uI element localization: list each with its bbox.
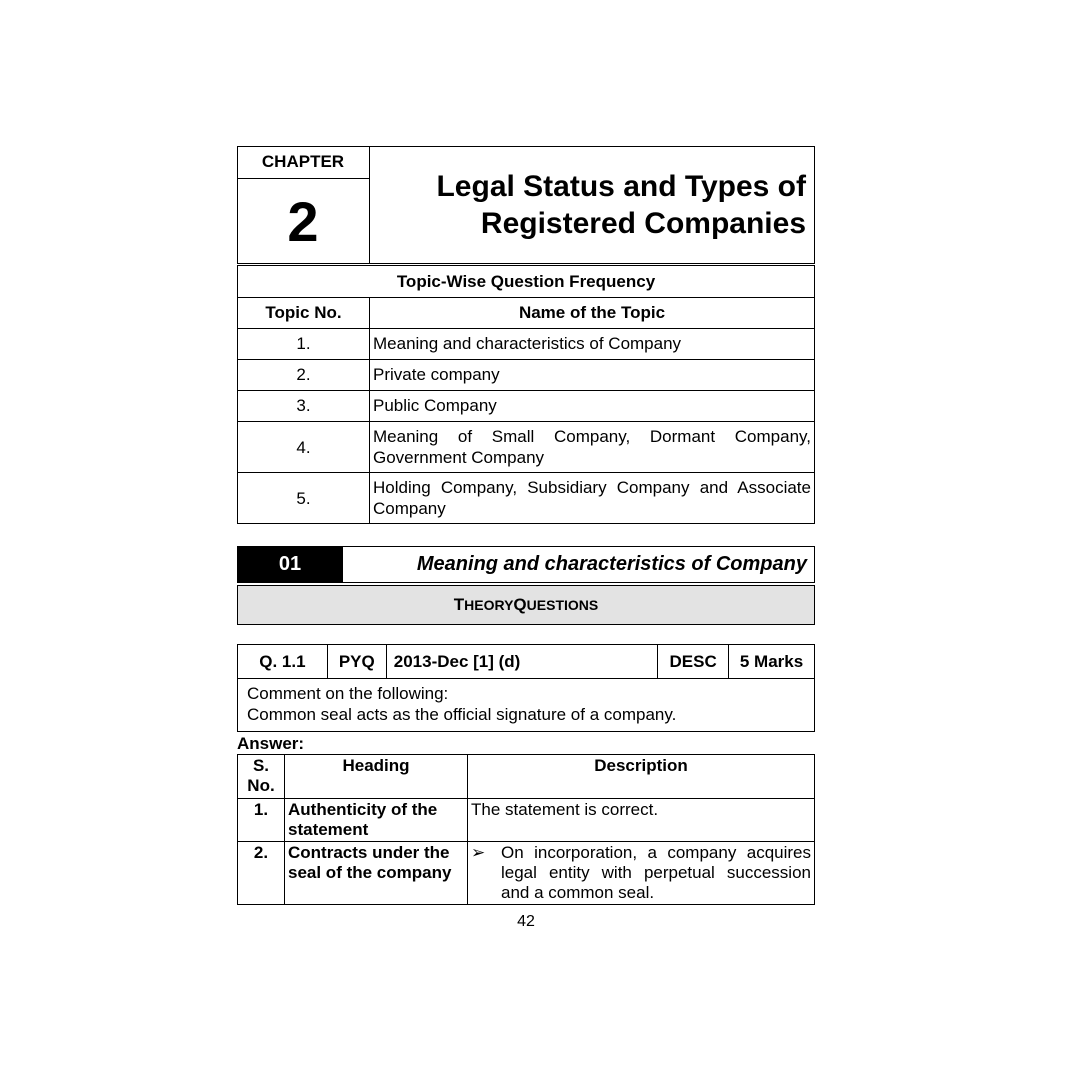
table-row xyxy=(238,842,815,905)
section-title: Meaning and characteristics of Company xyxy=(416,553,807,575)
table-row xyxy=(238,799,815,842)
chapter-title xyxy=(370,168,806,242)
chapter-title-line-2: Registered Companies xyxy=(480,207,806,240)
answer-description-cell xyxy=(468,842,815,905)
question-format: DESC xyxy=(658,645,729,679)
theory-label-part: Q xyxy=(513,595,527,614)
question-line: Common seal acts as the official signature of a company. xyxy=(247,705,677,724)
question-header xyxy=(237,644,815,679)
topic-frequency-table xyxy=(237,265,815,524)
column-header-topic-no: Topic No. xyxy=(238,298,370,329)
page-number: 42 xyxy=(517,913,535,930)
table-row xyxy=(238,329,815,360)
answer-description: The statement is correct. xyxy=(468,799,815,842)
column-header-heading: Heading xyxy=(285,755,468,799)
question-id: Q. 1.1 xyxy=(238,645,328,679)
topic-name: Private company xyxy=(370,360,815,391)
answer-heading: Authenticity of the statement xyxy=(285,799,468,842)
theory-questions-banner xyxy=(237,585,815,625)
topic-name: Public Company xyxy=(370,391,815,422)
question-type: PYQ xyxy=(327,645,386,679)
question-line: Comment on the following: xyxy=(247,684,449,703)
chapter-label: CHAPTER xyxy=(237,146,370,179)
column-header-topic-name: Name of the Topic xyxy=(370,298,815,329)
topic-name: Meaning and characteristics of Company xyxy=(370,329,815,360)
table-row xyxy=(238,473,815,524)
answer-heading: Contracts under the seal of the company xyxy=(285,842,468,905)
table-row xyxy=(238,391,815,422)
answer-table xyxy=(237,754,815,905)
answer-sno: 1. xyxy=(238,799,285,842)
chapter-number: 2 xyxy=(237,179,370,264)
theory-label-part: UESTIONS xyxy=(526,597,599,613)
topic-number: 1. xyxy=(238,329,370,360)
answer-description: On incorporation, a company acquires legal entity with perpetual succession and a common seal. xyxy=(501,843,811,902)
column-header-description: Description xyxy=(468,755,815,799)
table-row xyxy=(238,360,815,391)
chapter-title-line-1: Legal Status and Types of xyxy=(436,170,806,203)
topic-name: Holding Company, Subsidiary Company and Associate Company xyxy=(370,473,815,524)
table-row xyxy=(238,422,815,473)
topic-number: 2. xyxy=(238,360,370,391)
topic-name: Meaning of Small Company, Dormant Company, Government Company xyxy=(370,422,815,473)
answer-sno: 2. xyxy=(238,842,285,905)
topic-number: 4. xyxy=(238,422,370,473)
table-caption: Topic-Wise Question Frequency xyxy=(238,266,815,298)
arrow-bullet-icon: ➢ xyxy=(471,843,486,862)
answer-label: Answer: xyxy=(237,734,305,753)
question-exam: 2013-Dec [1] (d) xyxy=(386,645,657,679)
theory-label-part: HEORY xyxy=(464,597,514,613)
topic-number: 3. xyxy=(238,391,370,422)
theory-label-part: T xyxy=(453,595,465,614)
section-number: 01 xyxy=(237,546,343,583)
column-header-sno: S. No. xyxy=(238,755,285,799)
question-text xyxy=(237,678,815,732)
topic-number: 5. xyxy=(238,473,370,524)
question-marks: 5 Marks xyxy=(729,645,815,679)
